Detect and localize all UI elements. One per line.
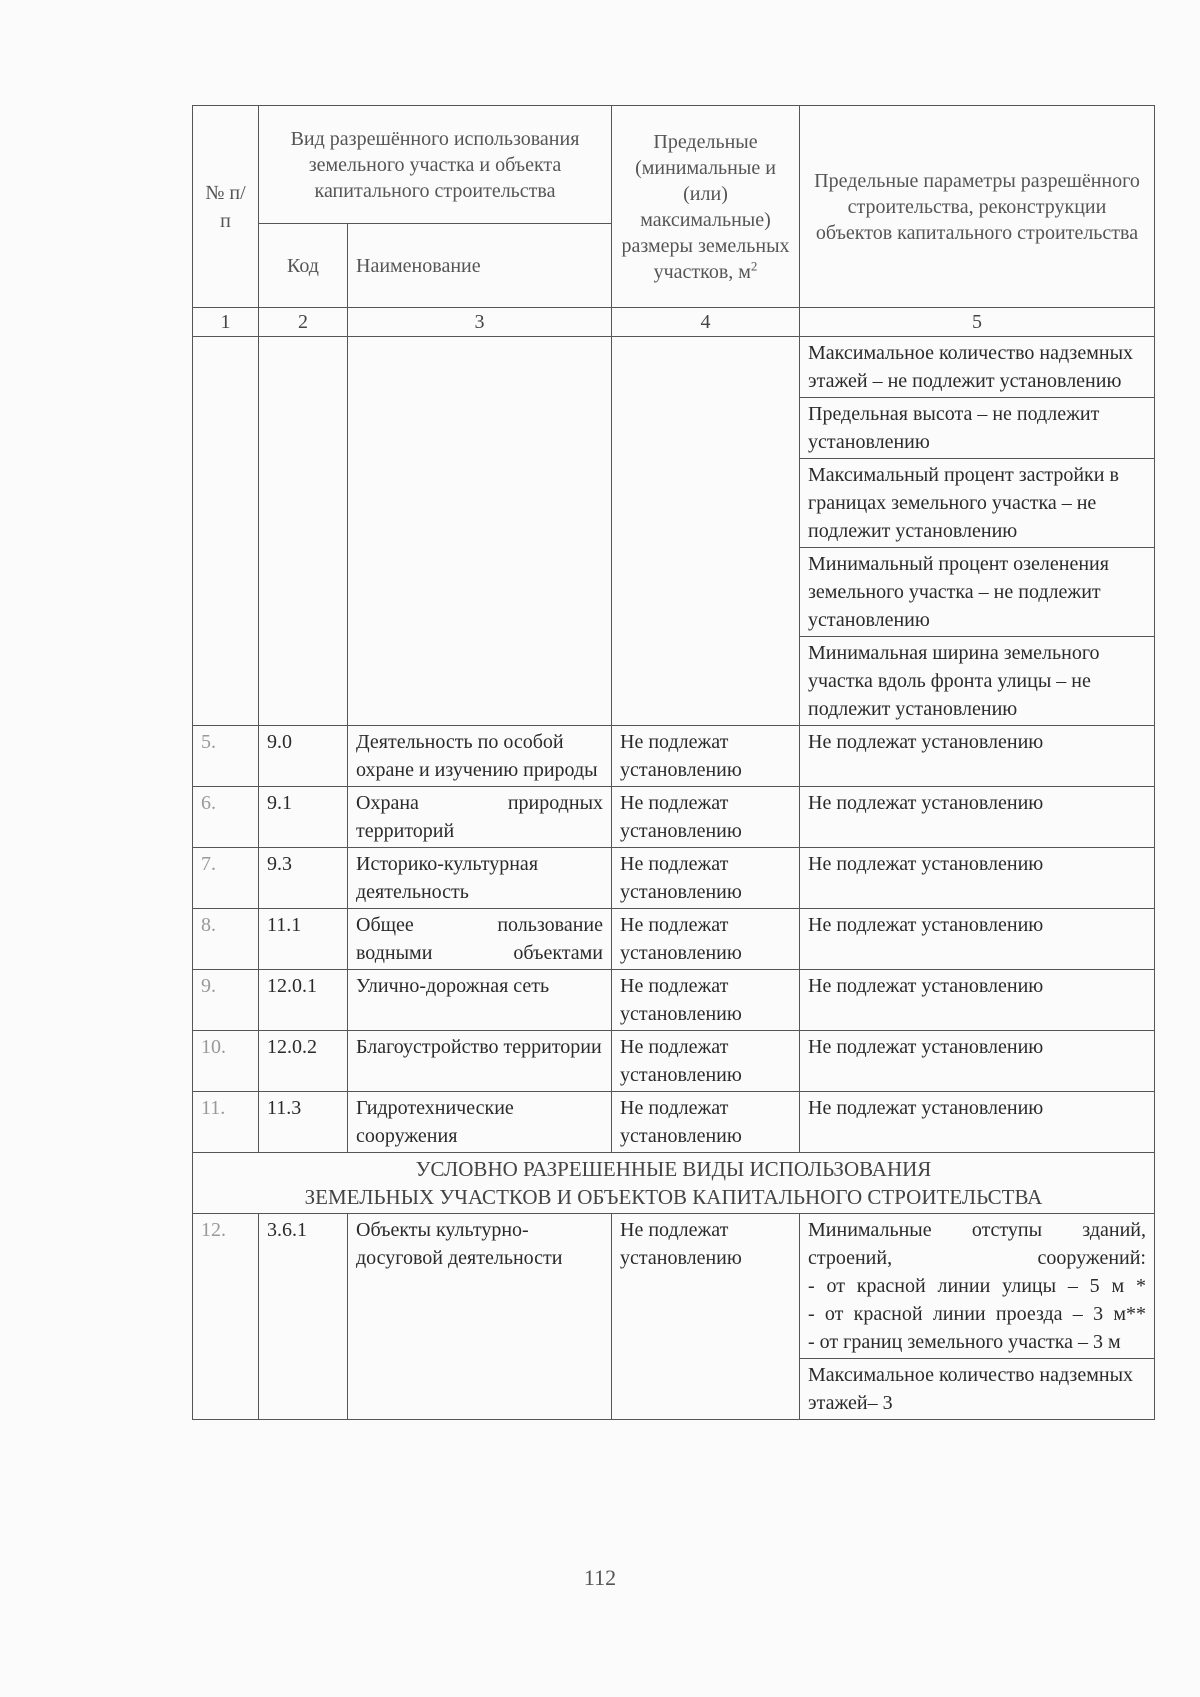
- conditional-heading-line1: УСЛОВНО РАЗРЕШЕННЫЕ ВИДЫ ИСПОЛЬЗОВАНИЯ: [415, 1157, 932, 1181]
- header-size-label: [620, 129, 791, 285]
- row-params: Не подлежат установлению: [800, 1031, 1155, 1092]
- table-row: [193, 1214, 1155, 1359]
- row-size: Не подлежат установлению: [612, 1214, 800, 1420]
- page-number: 112: [583, 1565, 617, 1590]
- row-params: Не подлежат установлению: [800, 909, 1155, 970]
- land-use-table: [192, 105, 1155, 1420]
- row-number: 5.: [193, 726, 259, 787]
- row-name: Благоустройство территории: [348, 1031, 612, 1092]
- row-size: Не подлежат установлению: [612, 1092, 800, 1153]
- row-number: 11.: [193, 1092, 259, 1153]
- row-code: 9.1: [259, 787, 348, 848]
- row-params: Не подлежат установлению: [800, 726, 1155, 787]
- row-code: 9.3: [259, 848, 348, 909]
- row-name: Общее пользование водными объектами: [348, 909, 612, 970]
- row-code: 9.0: [259, 726, 348, 787]
- header-size-text: Предельные (минимальные и (или) максимальные) размеры земельных участков, м: [621, 130, 790, 283]
- row-number: 10.: [193, 1031, 259, 1092]
- row-name: Деятельность по особой охране и изучению природы: [348, 726, 612, 787]
- table-row: [193, 970, 1155, 1031]
- table-row: [193, 848, 1155, 909]
- setback-item: - от красной линии проезда – 3 м**: [808, 1303, 1146, 1325]
- header-params: [800, 106, 1155, 308]
- header-params-label: Предельные параметры разрешённого строительства, реконструкции объектов капитального строительства: [814, 169, 1140, 244]
- param-min-frontage-width: Минимальная ширина земельного участка вдоль фронта улицы – не подлежит установлению: [800, 637, 1155, 726]
- continued-code: [259, 337, 348, 726]
- header-code: [259, 224, 348, 308]
- param-max-coverage: Максимальный процент застройки в границах земельного участка – не подлежит установлению: [800, 459, 1155, 548]
- setback-item: - от красной линии улицы – 5 м *: [808, 1275, 1146, 1297]
- row-code: 12.0.2: [259, 1031, 348, 1092]
- row-name: Объекты культурно-досуговой деятельности: [348, 1214, 612, 1420]
- param-max-floors: Максимальное количество надземных этажей – не подлежит установлению: [800, 337, 1155, 398]
- continued-row: [193, 337, 1155, 398]
- row-size: Не подлежат установлению: [612, 1031, 800, 1092]
- continued-size: [612, 337, 800, 726]
- header-size-sup: 2: [750, 257, 758, 273]
- table-row: [193, 726, 1155, 787]
- header-name-label: Наименование: [356, 254, 481, 277]
- row-size: Не подлежат установлению: [612, 726, 800, 787]
- row-size: Не подлежат установлению: [612, 909, 800, 970]
- row-code: 11.3: [259, 1092, 348, 1153]
- continued-name: [348, 337, 612, 726]
- header-code-label: Код: [287, 254, 319, 277]
- table-row: [193, 1092, 1155, 1153]
- row-number: 8.: [193, 909, 259, 970]
- row-size: Не подлежат установлению: [612, 787, 800, 848]
- row-code: 3.6.1: [259, 1214, 348, 1420]
- setbacks-intro: Минимальные отступы зданий, строений, сооружений:: [808, 1219, 1146, 1269]
- row-number: 12.: [193, 1214, 259, 1420]
- row-size: Не подлежат установлению: [612, 970, 800, 1031]
- param-min-greening: Минимальный процент озеленения земельного участка – не подлежит установлению: [800, 548, 1155, 637]
- row-code: 12.0.1: [259, 970, 348, 1031]
- table-row: [193, 787, 1155, 848]
- row-params-setbacks: [800, 1214, 1155, 1359]
- row-name: Гидротехнические сооружения: [348, 1092, 612, 1153]
- row-size: Не подлежат установлению: [612, 848, 800, 909]
- row-name: Охрана природных территорий: [348, 787, 612, 848]
- row-params: Не подлежат установлению: [800, 970, 1155, 1031]
- row-number: 7.: [193, 848, 259, 909]
- conditional-heading-line2: ЗЕМЕЛЬНЫХ УЧАСТКОВ И ОБЪЕКТОВ КАПИТАЛЬНОГО СТРОИТЕЛЬСТВА: [304, 1185, 1043, 1209]
- row-params-floors: Максимальное количество надземных этажей– 3: [800, 1359, 1155, 1420]
- column-number-1: 1: [193, 308, 259, 337]
- header-use-group: [259, 106, 612, 224]
- row-name: Историко-культурная деятельность: [348, 848, 612, 909]
- header-size: [612, 106, 800, 308]
- row-name: Улично-дорожная сеть: [348, 970, 612, 1031]
- row-params: Не подлежат установлению: [800, 1092, 1155, 1153]
- header-number-label: № п/п: [205, 181, 246, 232]
- continued-number: [193, 337, 259, 726]
- header-use-group-label: Вид разрешённого использования земельного участка и объекта капитального строительства: [290, 127, 580, 202]
- row-params: Не подлежат установлению: [800, 848, 1155, 909]
- row-number: 9.: [193, 970, 259, 1031]
- column-number-4: 4: [612, 308, 800, 337]
- column-number-5: 5: [800, 308, 1155, 337]
- column-number-3: 3: [348, 308, 612, 337]
- row-number: 6.: [193, 787, 259, 848]
- setback-item: - от границ земельного участка – 3 м: [808, 1331, 1121, 1353]
- table-row: [193, 909, 1155, 970]
- header-name: [348, 224, 612, 308]
- header-number: [193, 106, 259, 308]
- param-max-height: Предельная высота – не подлежит установлению: [800, 398, 1155, 459]
- conditional-uses-heading: [193, 1153, 1155, 1214]
- conditional-uses-heading-row: [193, 1153, 1155, 1214]
- row-code: 11.1: [259, 909, 348, 970]
- table-row: [193, 1031, 1155, 1092]
- row-params: Не подлежат установлению: [800, 787, 1155, 848]
- column-number-2: 2: [259, 308, 348, 337]
